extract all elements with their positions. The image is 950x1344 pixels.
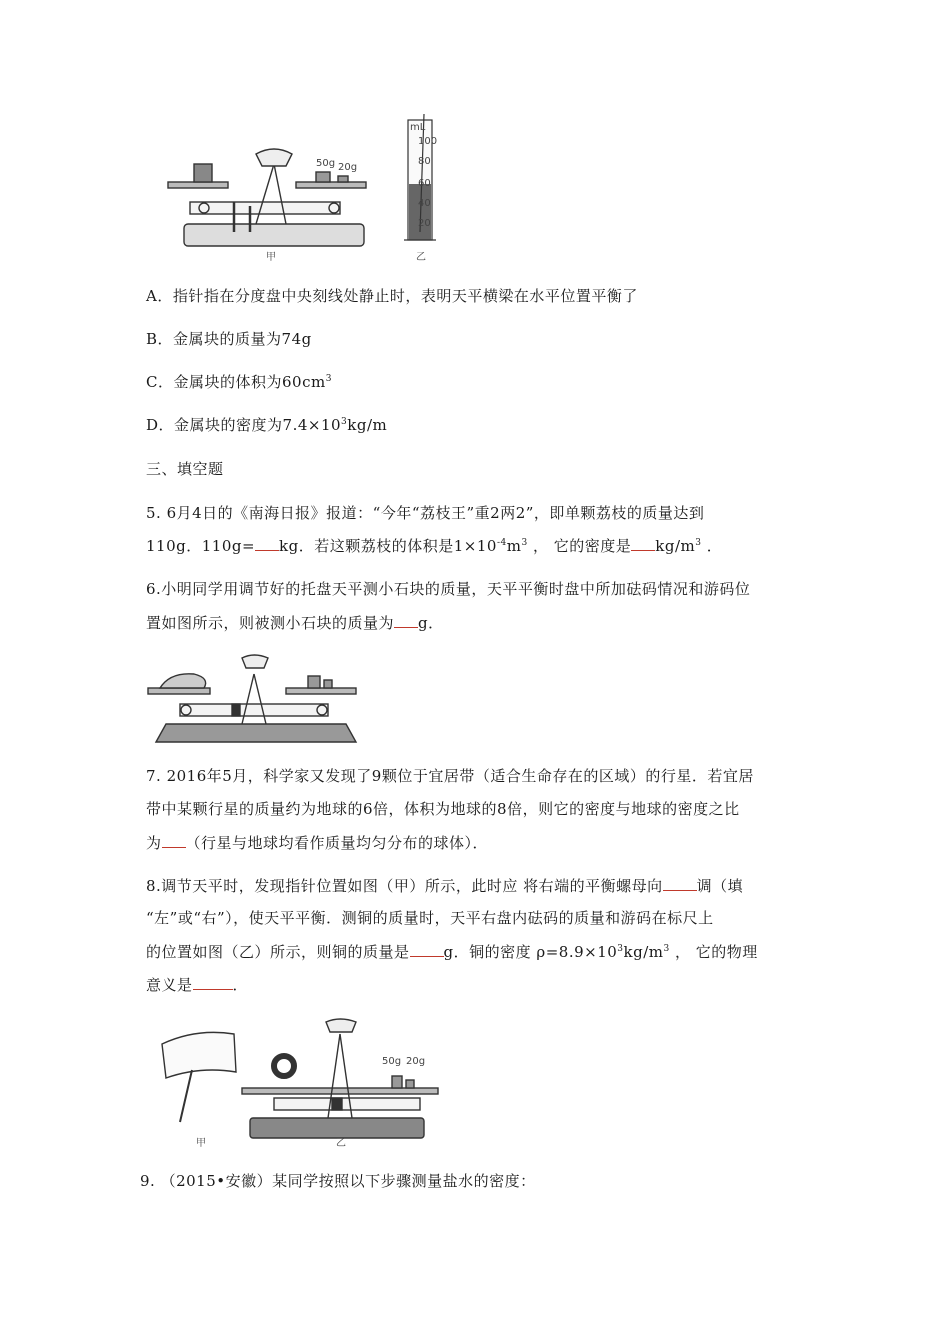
caption-left: 甲 xyxy=(266,252,276,263)
answer-blank[interactable] xyxy=(162,831,186,848)
option-c: C．金属块的体积为$60cm^3$ xyxy=(146,373,332,391)
weight-label-20g: 20g xyxy=(338,162,358,173)
q8-line3: 的位置如图（乙）所示，则铜的质量是 g．铜的密度 $\rho=8.9\times 10^3kg/m^3$ ， 它的物理 xyxy=(146,940,758,963)
caption-left: 甲 xyxy=(196,1138,206,1149)
answer-blank[interactable] xyxy=(631,534,655,551)
q6-line1: 6.小明同学用调节好的托盘天平测小石块的质量，天平平衡时盘中所加砝码情况和游码位 xyxy=(146,580,751,598)
q8-line4: 意义是 ． xyxy=(146,973,248,996)
cylinder-tick: 40 xyxy=(418,198,431,209)
section-heading: 三、填空题 xyxy=(146,460,224,478)
q9-line1: 9. （2015•安徽）某同学按照以下步骤测量盐水的密度： xyxy=(140,1172,536,1190)
cylinder-unit: mL xyxy=(410,122,426,133)
figure-balance-stone xyxy=(146,652,366,747)
q7-line3: 为 （行星与地球均看作质量均匀分布的球体）． xyxy=(146,831,488,854)
q5-line2: 110g．110g= kg．若这颗荔枝的体积是$1\times 10^{-4}m^3$ ， 它的密度是 $kg/m^3$ ． xyxy=(146,534,722,557)
q8-line1: 8.调节天平时，发现指针位置如图（甲）所示，此时应 将右端的平衡螺母向 调（填 xyxy=(146,874,743,897)
option-a: A．指针指在分度盘中央刻线处静止时，表明天平横梁在水平位置平衡了 xyxy=(146,287,638,305)
option-d: D．金属块的密度为$7.4\times 10^3kg/m$ xyxy=(146,416,388,434)
q7-line2: 带中某颗行星的质量约为地球的6倍，体积为地球的8倍，则它的密度与地球的密度之比 xyxy=(146,800,740,818)
option-b: B．金属块的质量为74g xyxy=(146,330,312,348)
q8-line2: “左”或“右”），使天平平衡．测铜的质量时，天平右盘内砝码的质量和游码在标尺上 xyxy=(146,909,714,927)
cylinder-tick: 80 xyxy=(418,156,431,167)
cylinder-tick: 60 xyxy=(418,178,431,189)
q7-line1: 7. 2016年5月，科学家又发现了9颗位于宜居带（适合生命存在的区域）的行星．若宜居 xyxy=(146,767,754,785)
weight-label-20g: 20g xyxy=(406,1056,426,1067)
caption-right: 乙 xyxy=(416,252,426,263)
weight-label-50g: 50g xyxy=(316,158,336,169)
answer-blank[interactable] xyxy=(193,973,233,990)
answer-blank[interactable] xyxy=(410,940,444,957)
answer-blank[interactable] xyxy=(394,611,418,628)
answer-blank[interactable] xyxy=(255,534,279,551)
figure-balance-and-cylinder xyxy=(166,114,456,264)
figure-dial-and-balance xyxy=(156,1014,446,1149)
cylinder-tick: 100 xyxy=(418,136,438,147)
caption-right: 乙 xyxy=(336,1138,346,1149)
answer-blank[interactable] xyxy=(663,874,697,891)
q6-line2: 置如图所示，则被测小石块的质量为 g． xyxy=(146,611,444,634)
cylinder-tick: 20 xyxy=(418,218,431,229)
q5-line1: 5. 6月4日的《南海日报》报道：“今年“荔枝王”重2两2”，即单颗荔枝的质量达到 xyxy=(146,504,705,522)
weight-label-50g: 50g xyxy=(382,1056,402,1067)
